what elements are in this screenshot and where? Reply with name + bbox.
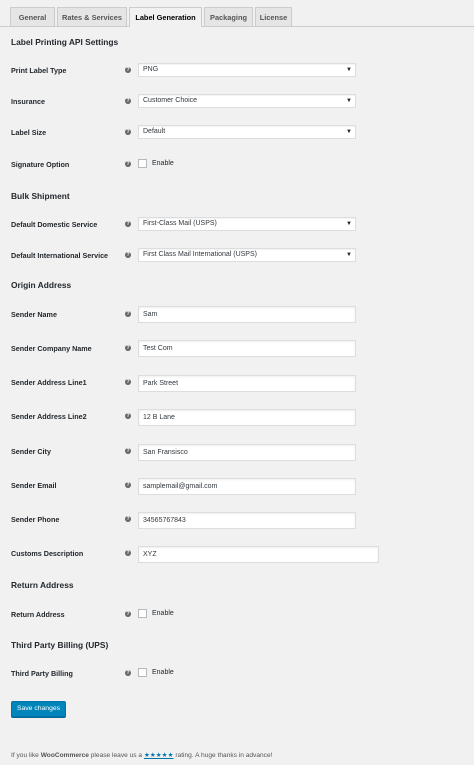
print-label-type-label: Print Label Type (11, 66, 67, 75)
sender-address-line1-label: Sender Address Line1 (11, 378, 87, 387)
help-icon[interactable]: ? (126, 413, 130, 419)
insurance-select[interactable] (138, 94, 356, 108)
dropdown-arrow-icon: ▼ (346, 252, 352, 258)
help-icon[interactable]: ? (126, 516, 130, 522)
help-icon[interactable]: ? (126, 221, 130, 227)
tab-label-generation[interactable]: Label Generation (129, 7, 202, 27)
third-party-billing-checkbox[interactable] (138, 668, 147, 677)
sender-name-input[interactable]: Sam (138, 306, 356, 323)
section-heading-return-address: Return Address (11, 580, 74, 590)
footer-prefix: If you like (11, 752, 41, 759)
sender-email-label: Sender Email (11, 481, 57, 490)
customs-description-label: Customs Description (11, 549, 84, 558)
settings-tabs (0, 0, 474, 27)
third-party-billing-enable-label: Enable (152, 669, 174, 676)
tab-license[interactable]: License (255, 7, 292, 26)
default-international-service-select[interactable] (138, 248, 356, 262)
sender-email-input[interactable]: samplemail@gmail.com (138, 478, 356, 495)
section-heading-bulk-shipment: Bulk Shipment (11, 191, 70, 201)
rating-stars-link[interactable]: ★★★★★ (143, 752, 174, 759)
return-address-checkbox[interactable] (138, 609, 147, 618)
tab-packaging[interactable]: Packaging (204, 7, 253, 26)
default-international-service-value: First Class Mail International (USPS) (143, 251, 257, 258)
sender-address-line1-input[interactable]: Park Street (138, 375, 356, 392)
help-icon[interactable]: ? (126, 67, 130, 73)
sender-phone-label: Sender Phone (11, 515, 60, 524)
sender-company-name-label: Sender Company Name (11, 344, 92, 353)
label-size-value: Default (143, 128, 166, 135)
default-domestic-service-label: Default Domestic Service (11, 220, 98, 229)
section-heading-third-party-billing: Third Party Billing (UPS) (11, 640, 109, 650)
help-icon[interactable]: ? (126, 98, 130, 104)
signature-option-checkbox[interactable] (138, 159, 147, 168)
dropdown-arrow-icon: ▼ (346, 67, 352, 73)
customs-description-input[interactable]: XYZ (138, 546, 379, 563)
default-international-service-label: Default International Service (11, 251, 109, 260)
section-heading-label-printing: Label Printing API Settings (11, 37, 119, 47)
dropdown-arrow-icon: ▼ (346, 129, 352, 135)
default-domestic-service-value: First-Class Mail (USPS) (143, 220, 217, 227)
help-icon[interactable]: ? (126, 482, 130, 488)
print-label-type-select[interactable] (138, 63, 356, 77)
label-size-select[interactable] (138, 125, 356, 139)
return-address-enable-label: Enable (152, 610, 174, 617)
footer-brand: WooCommerce (40, 752, 89, 759)
sender-address-line2-label: Sender Address Line2 (11, 412, 87, 421)
sender-phone-input[interactable]: 34565767843 (138, 512, 356, 529)
sender-address-line2-input[interactable]: 12 B Lane (138, 409, 356, 426)
sender-city-input[interactable]: San Fransisco (138, 444, 356, 461)
sender-name-label: Sender Name (11, 310, 57, 319)
signature-option-enable-label: Enable (152, 160, 174, 167)
help-icon[interactable]: ? (126, 448, 130, 454)
insurance-value: Customer Choice (143, 97, 198, 104)
help-icon[interactable]: ? (126, 379, 130, 385)
tab-rates-services[interactable]: Rates & Services (57, 7, 127, 26)
dropdown-arrow-icon: ▼ (346, 221, 352, 227)
help-icon[interactable]: ? (126, 252, 130, 258)
footer-middle: please leave us a (88, 752, 144, 759)
help-icon[interactable]: ? (126, 550, 130, 556)
section-heading-origin-address: Origin Address (11, 280, 72, 290)
default-domestic-service-select[interactable] (138, 217, 356, 231)
footer-suffix: rating. A huge thanks in advance! (173, 752, 273, 759)
insurance-label: Insurance (11, 97, 45, 106)
save-changes-button[interactable]: Save changes (11, 701, 66, 717)
help-icon[interactable]: ? (126, 611, 130, 617)
print-label-type-value: PNG (143, 66, 159, 73)
sender-company-name-input[interactable]: Test Com (138, 340, 356, 357)
tab-general[interactable]: General (10, 7, 55, 26)
signature-option-label: Signature Option (11, 160, 70, 169)
help-icon[interactable]: ? (126, 345, 130, 351)
dropdown-arrow-icon: ▼ (346, 98, 352, 104)
label-size-label: Label Size (11, 128, 47, 137)
help-icon[interactable]: ? (126, 161, 130, 167)
help-icon[interactable]: ? (126, 311, 130, 317)
sender-city-label: Sender City (11, 447, 51, 456)
return-address-label: Return Address (11, 610, 65, 619)
footer-rating-text (11, 751, 272, 759)
third-party-billing-label: Third Party Billing (11, 669, 73, 678)
help-icon[interactable]: ? (126, 670, 130, 676)
help-icon[interactable]: ? (126, 129, 130, 135)
